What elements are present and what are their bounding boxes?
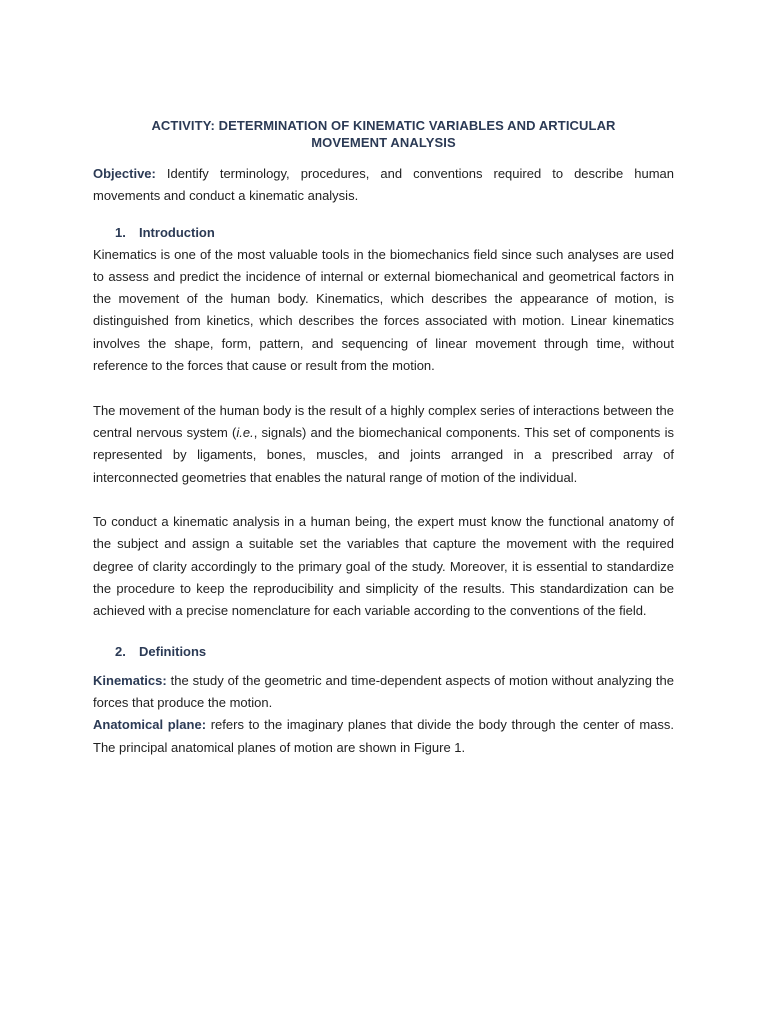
intro-p2-part-2: , signals) and the biomechanical components. This set of components is represented by ligaments, bones, muscles, and joints arranged in a prescribed array of interconnected geometries that enables the natural range of motion of the individual. xyxy=(93,424,674,485)
objective-text: Identify terminology, procedures, and conventions required to describe human movements and conduct a kinematic analysis. xyxy=(93,166,674,204)
definition-plane-label: Anatomical plane: xyxy=(93,717,207,733)
title-line-1: ACTIVITY: DETERMINATION OF KINEMATIC VARIABLES AND ARTICULAR xyxy=(151,118,616,133)
intro-p2-italic: i.e. xyxy=(236,424,254,440)
objective-paragraph xyxy=(93,163,674,208)
section-number-introduction: 1. xyxy=(115,224,126,240)
title-line-2: MOVEMENT ANALYSIS xyxy=(311,135,456,150)
definition-kinematics-label: Kinematics: xyxy=(93,672,167,688)
definition-kinematics xyxy=(93,670,674,715)
definition-anatomical-plane xyxy=(93,714,674,759)
intro-paragraph-1: Kinematics is one of the most valuable tools in the biomechanics field since such analyses are used to assess and predict the incidence of internal or external biomechanical and geometrical factors in the movement of the human body. Kinematics, which describes the appearance of motion, is distinguished from kinetics, which describes the forces associated with motion. Linear kinematics involves the shape, form, pattern, and sequencing of linear movement through time, without reference to the forces that cause or result from the motion. xyxy=(93,246,674,374)
section-title-introduction: Introduction xyxy=(139,224,215,240)
document-title xyxy=(93,117,674,151)
section-heading-definitions xyxy=(93,641,674,663)
section-title-definitions: Definitions xyxy=(139,643,207,659)
objective-label: Objective: xyxy=(93,166,156,181)
intro-p2-part-1: The movement of the human body is the result of a highly complex series of interactions between the central nervous system ( xyxy=(93,402,674,440)
definition-kinematics-text: the study of the geometric and time-dependent aspects of motion without analyzing the forces that produce the motion. xyxy=(93,672,674,710)
intro-paragraph-2 xyxy=(93,400,674,489)
intro-paragraph-3: To conduct a kinematic analysis in a human being, the expert must know the functional anatomy of the subject and assign a suitable set the variables that capture the movement with the required degree of clarity accordingly to the primary goal of the study. Moreover, it is essential to standardize the procedure to keep the reproducibility and simplicity of the results. This standardization can be achieved with a precise nomenclature for each variable according to the conventions of the field. xyxy=(93,514,674,619)
document-page xyxy=(93,117,674,759)
definition-plane-text: refers to the imaginary planes that divide the body through the center of mass. The principal anatomical planes of motion are shown in Figure 1. xyxy=(93,717,674,755)
section-heading-introduction xyxy=(93,222,674,244)
section-number-definitions: 2. xyxy=(115,643,126,659)
